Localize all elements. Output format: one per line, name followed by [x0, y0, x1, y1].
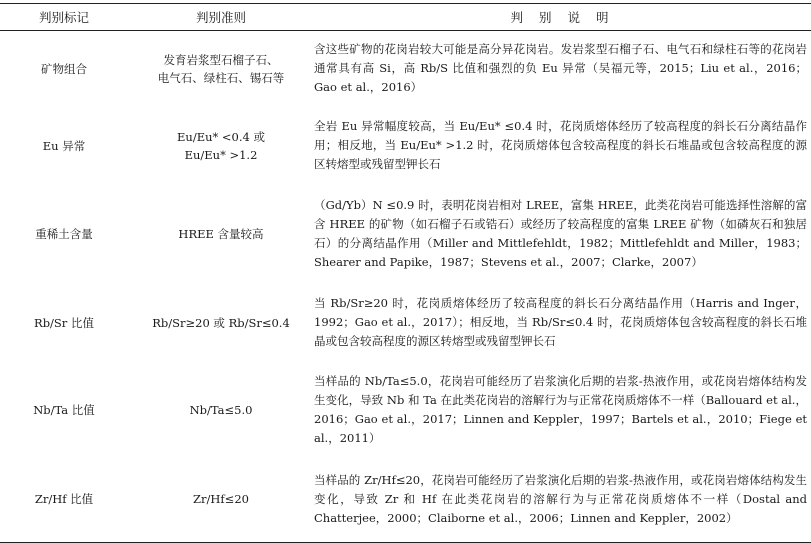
- header-description: 判 别 说 明: [314, 4, 811, 31]
- table-row: [0, 107, 811, 185]
- table-row: [0, 185, 811, 283]
- row-criteria: [128, 457, 314, 543]
- granite-criteria-table: [0, 3, 811, 543]
- criteria-line: Zr/Hf≤20: [193, 492, 249, 507]
- criteria-line: 发育岩浆型石榴子石、: [163, 52, 279, 67]
- header-row: [0, 4, 811, 31]
- row-criteria: [128, 107, 314, 185]
- row-criteria: [128, 363, 314, 457]
- table-row: [0, 363, 811, 457]
- row-mark: Rb/Sr 比值: [34, 315, 94, 330]
- row-description: 当 Rb/Sr≥20 时，花岗质熔体经历了较高程度的斜长石分离结晶作用（Harris and Inger，1992；Gao et al.，2017）；相反地，当 Rb/Sr≤0.4 时，花岗质熔体包含较高程度的斜长石堆晶或包含较高程度的源区转熔型或残留型钾长石: [314, 296, 807, 348]
- table-row: [0, 283, 811, 363]
- row-mark: Zr/Hf 比值: [0, 457, 128, 543]
- row-criteria: [128, 31, 314, 107]
- row-mark: 矿物组合: [41, 61, 87, 76]
- criteria-line: 电气石、绿柱石、锡石等: [157, 70, 285, 85]
- row-mark: 重稀土含量: [35, 226, 93, 241]
- criteria-line: HREE 含量较高: [178, 226, 264, 241]
- row-description: 含这些矿物的花岗岩较大可能是高分异花岗岩。发岩浆型石榴子石、电气石和绿柱石等的花岗岩通常具有高 Si，高 Rb/S 比值和强烈的负 Eu 异常（吴福元等，2015；Liu et al.，2016；Gao et al.，2016）: [314, 42, 807, 95]
- header-criteria: 判别准则: [128, 4, 314, 31]
- table-row: [0, 457, 811, 543]
- row-criteria: [128, 185, 314, 283]
- table-row: [0, 31, 811, 107]
- criteria-line: Eu/Eu* >1.2: [184, 147, 258, 162]
- row-criteria: [128, 283, 314, 363]
- row-mark: Nb/Ta 比值: [33, 402, 95, 417]
- row-description: 全岩 Eu 异常幅度较高，当 Eu/Eu* ≤0.4 时，花岗质熔体经历了较高程度的斜长石分离结晶作用；相反地，当 Eu/Eu* >1.2 时，花岗质熔体包含较高程度的斜长石堆晶或包含较高程度的源区转熔型或残留型钾长石: [314, 119, 807, 171]
- table-header: [0, 4, 811, 31]
- row-description: （Gd/Yb）N ≤0.9 时，表明花岗岩相对 LREE，富集 HREE，此类花岗岩可能选择性溶解的富含 HREE 的矿物（如石榴子石或锆石）或经历了较高程度的富集 LREE 矿物（如磷灰石和独居石）的分离结晶作用（Miller and Mittlefehldt，1982；Mittlefehldt and Miller，1983；Shearer and Papike，1987；Stevens et al.，2007；Clarke，2007）: [314, 197, 807, 269]
- table-body: [0, 31, 811, 543]
- row-description: 当样品的 Nb/Ta≤5.0，花岗岩可能经历了岩浆演化后期的岩浆-热液作用，或花岗岩熔体结构发生变化，导致 Nb 和 Ta 在此类花岗岩的溶解行为与正常花岗质熔体不一样（Ballouard et al.，2016；Gao et al.，2017；Linnen and Keppler，1997；Bartels et al.，2010；Fiege et al.，2011）: [314, 373, 807, 445]
- header-mark: 判别标记: [0, 4, 128, 31]
- row-mark: Eu 异常: [42, 138, 86, 153]
- row-description: 当样品的 Zr/Hf≤20，花岗岩可能经历了岩浆演化后期的岩浆-热液作用，或花岗岩熔体结构发生变化，导致 Zr 和 Hf 在此类花岗岩的溶解行为与正常花岗质熔体不一样（Dostal and Chatterjee，2000；Claiborne et al.，2006；Linnen and Keppler，2002）: [314, 457, 811, 543]
- criteria-line: Eu/Eu* <0.4 或: [177, 129, 265, 144]
- criteria-line: Nb/Ta≤5.0: [189, 402, 253, 417]
- criteria-line: Rb/Sr≥20 或 Rb/Sr≤0.4: [152, 315, 290, 330]
